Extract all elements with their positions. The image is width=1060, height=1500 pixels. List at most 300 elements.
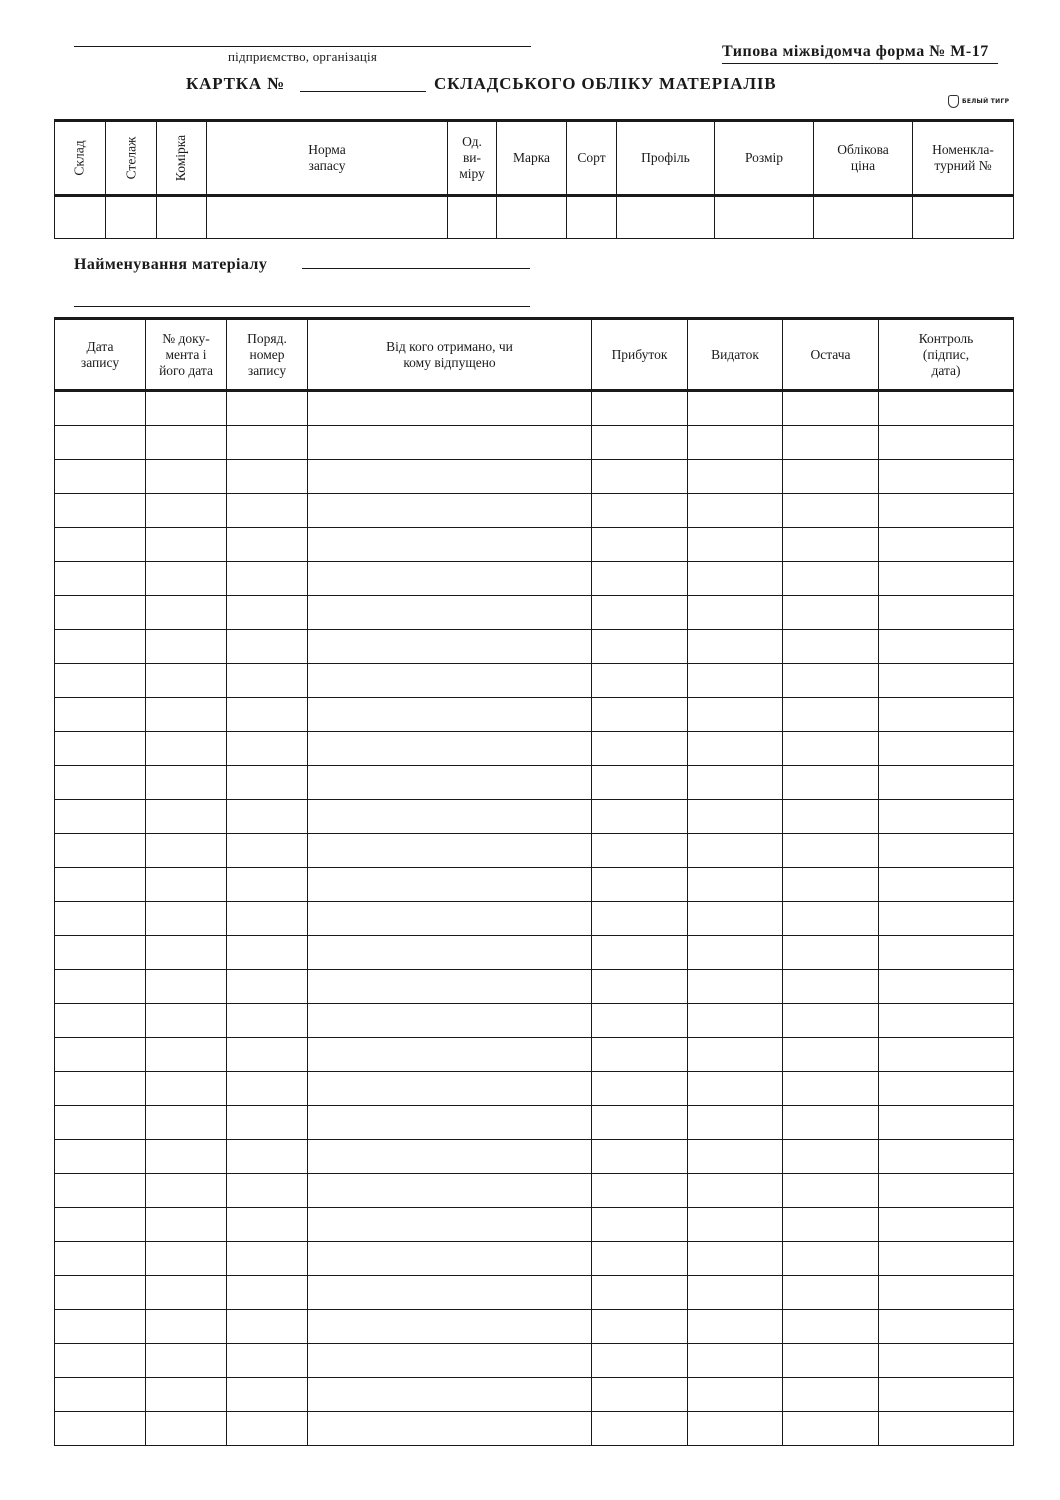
journal-cell[interactable] [146,460,227,494]
journal-cell[interactable] [55,528,146,562]
journal-cell[interactable] [783,494,879,528]
journal-cell[interactable] [308,528,592,562]
journal-cell[interactable] [592,426,688,460]
material-name-field-line[interactable] [302,268,530,269]
journal-cell[interactable] [592,698,688,732]
journal-cell[interactable] [879,1038,1014,1072]
journal-cell[interactable] [688,562,783,596]
journal-cell[interactable] [227,1038,308,1072]
journal-cell[interactable] [227,1106,308,1140]
journal-cell[interactable] [783,1174,879,1208]
journal-cell[interactable] [146,1208,227,1242]
column-header-cell: Комірка [157,121,207,196]
journal-cell[interactable] [783,596,879,630]
journal-cell[interactable] [227,1310,308,1344]
column-header-rack: Стелаж [106,121,157,196]
stock-details-table [54,119,1014,239]
journal-cell[interactable] [146,1344,227,1378]
journal-cell[interactable] [688,902,783,936]
journal-cell[interactable] [592,1310,688,1344]
column-header-counterparty: Від кого отримано, чи кому відпущено [308,319,592,391]
journal-row [55,1072,1014,1106]
journal-cell[interactable] [592,732,688,766]
journal-cell[interactable] [227,391,308,426]
journal-cell[interactable] [592,970,688,1004]
journal-cell[interactable] [55,426,146,460]
journal-cell[interactable] [146,630,227,664]
journal-cell[interactable] [227,868,308,902]
journal-cell[interactable] [592,391,688,426]
journal-cell[interactable] [688,766,783,800]
journal-cell[interactable] [688,1106,783,1140]
journal-cell[interactable] [146,1106,227,1140]
journal-cell[interactable] [783,1242,879,1276]
journal-cell[interactable] [308,936,592,970]
journal-cell[interactable] [688,1310,783,1344]
publisher-logo-text: БЕЛЫЙ ТИГР [962,97,1010,105]
journal-cell[interactable] [55,766,146,800]
journal-cell[interactable] [688,596,783,630]
journal-cell[interactable] [146,1038,227,1072]
journal-cell[interactable] [688,1344,783,1378]
journal-cell[interactable] [688,1072,783,1106]
journal-cell[interactable] [688,1004,783,1038]
journal-cell[interactable] [879,528,1014,562]
journal-cell[interactable] [308,1208,592,1242]
column-header-expense: Видаток [688,319,783,391]
journal-cell[interactable] [783,1208,879,1242]
journal-cell[interactable] [783,1378,879,1412]
journal-cell[interactable] [688,460,783,494]
journal-cell[interactable] [688,800,783,834]
journal-cell[interactable] [227,494,308,528]
journal-row [55,1378,1014,1412]
journal-cell[interactable] [879,664,1014,698]
journal-cell[interactable] [592,1106,688,1140]
journal-cell[interactable] [879,630,1014,664]
form-type-label: Типова міжвідомча форма № М-17 [722,43,989,60]
journal-cell[interactable] [783,1276,879,1310]
journal-cell[interactable] [592,766,688,800]
journal-cell[interactable] [227,970,308,1004]
journal-row [55,630,1014,664]
column-header-document-number: № доку- мента і його дата [146,319,227,391]
journal-cell[interactable] [879,1140,1014,1174]
journal-cell[interactable] [146,596,227,630]
journal-cell[interactable] [688,834,783,868]
journal-cell[interactable] [146,1004,227,1038]
journal-cell[interactable] [227,528,308,562]
journal-cell[interactable] [146,1276,227,1310]
journal-cell[interactable] [783,460,879,494]
material-name-continuation-line[interactable] [74,306,530,307]
journal-cell[interactable] [55,391,146,426]
journal-cell[interactable] [592,868,688,902]
journal-row [55,1242,1014,1276]
journal-cell[interactable] [227,460,308,494]
journal-cell[interactable] [146,1378,227,1412]
journal-cell[interactable] [592,834,688,868]
journal-cell[interactable] [592,528,688,562]
journal-cell[interactable] [879,936,1014,970]
journal-cell[interactable] [592,494,688,528]
entry-cell[interactable] [157,196,207,239]
journal-cell[interactable] [879,1412,1014,1446]
journal-cell[interactable] [592,936,688,970]
journal-cell[interactable] [879,562,1014,596]
journal-cell[interactable] [688,391,783,426]
column-header-sort: Сорт [567,121,617,196]
journal-cell[interactable] [879,1106,1014,1140]
entry-cell[interactable] [448,196,497,239]
column-header-unit: Од. ви- міру [448,121,497,196]
journal-cell[interactable] [308,1310,592,1344]
journal-cell[interactable] [308,732,592,766]
journal-cell[interactable] [55,1208,146,1242]
journal-cell[interactable] [146,732,227,766]
journal-cell[interactable] [783,800,879,834]
journal-cell[interactable] [227,1004,308,1038]
journal-cell[interactable] [879,970,1014,1004]
journal-cell[interactable] [308,562,592,596]
journal-row [55,766,1014,800]
journal-cell[interactable] [879,1310,1014,1344]
journal-cell[interactable] [308,1276,592,1310]
journal-cell[interactable] [227,936,308,970]
journal-cell[interactable] [879,834,1014,868]
entry-cell[interactable] [913,196,1014,239]
entry-cell[interactable] [814,196,913,239]
journal-cell[interactable] [879,1242,1014,1276]
journal-cell[interactable] [783,664,879,698]
journal-cell[interactable] [308,970,592,1004]
journal-cell[interactable] [879,868,1014,902]
journal-row [55,494,1014,528]
journal-cell[interactable] [592,460,688,494]
journal-cell[interactable] [146,834,227,868]
journal-cell[interactable] [227,1208,308,1242]
journal-cell[interactable] [308,698,592,732]
journal-cell[interactable] [55,868,146,902]
journal-cell[interactable] [55,1378,146,1412]
journal-cell[interactable] [592,1174,688,1208]
journal-cell[interactable] [879,698,1014,732]
journal-cell[interactable] [308,426,592,460]
journal-cell[interactable] [146,936,227,970]
journal-row [55,664,1014,698]
journal-cell[interactable] [55,596,146,630]
journal-cell[interactable] [783,698,879,732]
journal-cell[interactable] [783,1106,879,1140]
journal-row [55,1344,1014,1378]
journal-row [55,936,1014,970]
journal-cell[interactable] [227,1344,308,1378]
journal-cell[interactable] [688,1140,783,1174]
journal-cell[interactable] [146,562,227,596]
journal-cell[interactable] [227,732,308,766]
journal-cell[interactable] [688,1412,783,1446]
journal-cell[interactable] [227,766,308,800]
journal-cell[interactable] [146,1242,227,1276]
journal-cell[interactable] [55,970,146,1004]
journal-cell[interactable] [227,630,308,664]
journal-cell[interactable] [55,698,146,732]
journal-cell[interactable] [688,1378,783,1412]
journal-cell[interactable] [55,1242,146,1276]
journal-cell[interactable] [879,1174,1014,1208]
column-header-nomenclature-number: Номенкла- турний № [913,121,1014,196]
journal-cell[interactable] [592,1208,688,1242]
journal-cell[interactable] [783,528,879,562]
journal-cell[interactable] [592,1344,688,1378]
journal-cell[interactable] [688,426,783,460]
journal-cell[interactable] [688,1038,783,1072]
journal-cell[interactable] [879,902,1014,936]
journal-cell[interactable] [783,1038,879,1072]
journal-cell[interactable] [783,426,879,460]
entry-cell[interactable] [497,196,567,239]
journal-cell[interactable] [688,630,783,664]
journal-cell[interactable] [227,800,308,834]
journal-cell[interactable] [783,766,879,800]
journal-cell[interactable] [55,936,146,970]
journal-cell[interactable] [55,1004,146,1038]
journal-cell[interactable] [227,698,308,732]
journal-cell[interactable] [783,391,879,426]
journal-cell[interactable] [688,698,783,732]
journal-cell[interactable] [592,1140,688,1174]
journal-cell[interactable] [55,664,146,698]
column-header-control: Контроль (підпис, дата) [879,319,1014,391]
journal-cell[interactable] [227,1174,308,1208]
journal-cell[interactable] [55,1106,146,1140]
tiger-logo-icon [948,95,959,108]
journal-cell[interactable] [688,1174,783,1208]
journal-cell[interactable] [146,494,227,528]
journal-cell[interactable] [879,1004,1014,1038]
journal-cell[interactable] [146,1072,227,1106]
journal-cell[interactable] [592,1072,688,1106]
column-header-warehouse: Склад [55,121,106,196]
journal-cell[interactable] [783,868,879,902]
journal-cell[interactable] [783,1344,879,1378]
journal-cell[interactable] [227,426,308,460]
journal-cell[interactable] [308,1106,592,1140]
journal-cell[interactable] [879,1378,1014,1412]
journal-cell[interactable] [55,1174,146,1208]
journal-cell[interactable] [55,1038,146,1072]
journal-cell[interactable] [879,391,1014,426]
journal-cell[interactable] [55,1344,146,1378]
journal-cell[interactable] [146,902,227,936]
journal-cell[interactable] [308,902,592,936]
journal-cell[interactable] [592,596,688,630]
journal-cell[interactable] [227,1140,308,1174]
journal-cell[interactable] [688,1276,783,1310]
journal-cell[interactable] [688,664,783,698]
journal-row [55,562,1014,596]
journal-cell[interactable] [879,596,1014,630]
journal-cell[interactable] [227,834,308,868]
journal-cell[interactable] [55,1140,146,1174]
journal-cell[interactable] [783,1072,879,1106]
journal-row [55,698,1014,732]
journal-cell[interactable] [688,1208,783,1242]
journal-cell[interactable] [227,1242,308,1276]
journal-cell[interactable] [227,664,308,698]
journal-cell[interactable] [783,1412,879,1446]
journal-row [55,596,1014,630]
journal-cell[interactable] [783,1004,879,1038]
journal-cell[interactable] [308,800,592,834]
journal-cell[interactable] [146,800,227,834]
journal-row [55,1038,1014,1072]
journal-row [55,1106,1014,1140]
journal-cell[interactable] [146,528,227,562]
journal-row [55,1276,1014,1310]
journal-cell[interactable] [308,1072,592,1106]
journal-cell[interactable] [55,460,146,494]
journal-cell[interactable] [308,460,592,494]
journal-cell[interactable] [227,562,308,596]
journal-cell[interactable] [308,494,592,528]
stock-details-entry-row [55,196,1014,239]
journal-row [55,1412,1014,1446]
journal-cell[interactable] [783,630,879,664]
journal-cell[interactable] [592,562,688,596]
journal-cell[interactable] [146,868,227,902]
journal-cell[interactable] [688,1242,783,1276]
journal-cell[interactable] [783,834,879,868]
journal-row [55,970,1014,1004]
journal-cell[interactable] [146,1310,227,1344]
column-header-record-sequence: Поряд. номер запису [227,319,308,391]
journal-row [55,800,1014,834]
journal-cell[interactable] [592,1276,688,1310]
journal-cell[interactable] [592,1038,688,1072]
journal-cell[interactable] [783,732,879,766]
journal-cell[interactable] [592,800,688,834]
journal-cell[interactable] [879,732,1014,766]
journal-cell[interactable] [308,596,592,630]
journal-cell[interactable] [55,562,146,596]
column-header-record-date: Дата запису [55,319,146,391]
journal-cell[interactable] [688,868,783,902]
journal-cell[interactable] [879,426,1014,460]
journal-cell[interactable] [308,834,592,868]
journal-cell[interactable] [879,1276,1014,1310]
journal-cell[interactable] [879,460,1014,494]
journal-cell[interactable] [227,902,308,936]
journal-cell[interactable] [592,1242,688,1276]
journal-cell[interactable] [308,1038,592,1072]
entry-cell[interactable] [207,196,448,239]
journal-cell[interactable] [783,562,879,596]
journal-cell[interactable] [308,1140,592,1174]
journal-cell[interactable] [879,1344,1014,1378]
journal-cell[interactable] [227,596,308,630]
journal-cell[interactable] [55,732,146,766]
journal-cell[interactable] [55,1310,146,1344]
journal-cell[interactable] [55,494,146,528]
journal-cell[interactable] [146,1174,227,1208]
journal-cell[interactable] [227,1412,308,1446]
journal-cell[interactable] [783,902,879,936]
journal-cell[interactable] [688,936,783,970]
journal-cell[interactable] [308,1412,592,1446]
journal-cell[interactable] [783,936,879,970]
journal-cell[interactable] [592,902,688,936]
journal-cell[interactable] [227,1378,308,1412]
entry-cell[interactable] [106,196,157,239]
journal-cell[interactable] [55,1276,146,1310]
journal-cell[interactable] [308,391,592,426]
journal-cell[interactable] [55,902,146,936]
column-header-size: Розмір [715,121,814,196]
journal-cell[interactable] [146,1412,227,1446]
journal-cell[interactable] [55,1072,146,1106]
journal-cell[interactable] [55,800,146,834]
journal-cell[interactable] [146,664,227,698]
journal-cell[interactable] [879,494,1014,528]
entry-cell[interactable] [617,196,715,239]
journal-row [55,1004,1014,1038]
journal-cell[interactable] [308,1242,592,1276]
column-header-balance: Остача [783,319,879,391]
journal-cell[interactable] [308,630,592,664]
journal-cell[interactable] [55,834,146,868]
journal-cell[interactable] [879,1208,1014,1242]
journal-cell[interactable] [227,1276,308,1310]
journal-cell[interactable] [688,970,783,1004]
journal-cell[interactable] [308,1378,592,1412]
journal-cell[interactable] [592,630,688,664]
journal-cell[interactable] [592,1004,688,1038]
journal-cell[interactable] [55,630,146,664]
journal-cell[interactable] [783,1140,879,1174]
journal-cell[interactable] [308,664,592,698]
journal-cell[interactable] [592,664,688,698]
journal-cell[interactable] [592,1412,688,1446]
journal-cell[interactable] [688,494,783,528]
journal-cell[interactable] [879,1072,1014,1106]
journal-cell[interactable] [146,766,227,800]
journal-cell[interactable] [688,732,783,766]
journal-cell[interactable] [146,1140,227,1174]
entry-cell[interactable] [55,196,106,239]
journal-cell[interactable] [783,970,879,1004]
journal-cell[interactable] [308,766,592,800]
journal-cell[interactable] [879,800,1014,834]
journal-cell[interactable] [592,1378,688,1412]
journal-cell[interactable] [783,1310,879,1344]
journal-cell[interactable] [146,698,227,732]
journal-cell[interactable] [308,1174,592,1208]
journal-cell[interactable] [146,391,227,426]
journal-cell[interactable] [308,868,592,902]
journal-cell[interactable] [55,1412,146,1446]
journal-cell[interactable] [308,1004,592,1038]
journal-row [55,391,1014,426]
journal-cell[interactable] [308,1344,592,1378]
journal-cell[interactable] [879,766,1014,800]
journal-cell[interactable] [227,1072,308,1106]
journal-cell[interactable] [146,970,227,1004]
journal-cell[interactable] [146,426,227,460]
entry-cell[interactable] [567,196,617,239]
journal-cell[interactable] [688,528,783,562]
entry-cell[interactable] [715,196,814,239]
